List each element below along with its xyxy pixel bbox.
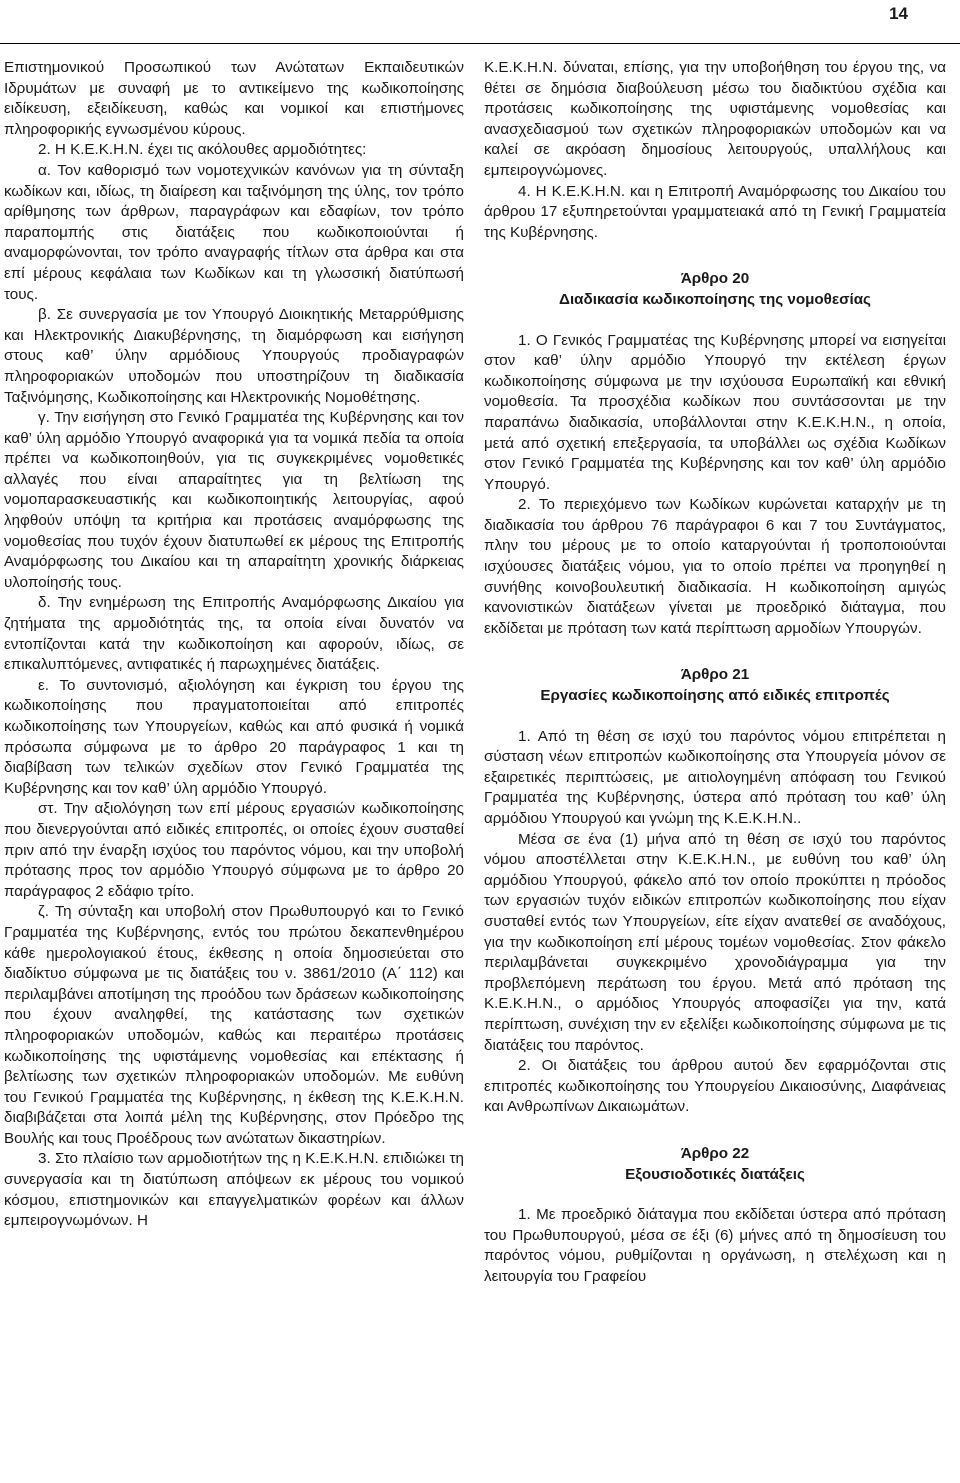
article-21-paragraph-1: 1. Από τη θέση σε ισχύ του παρόντος νόμου επιτρέπεται η σύσταση νέων επιτροπών κωδικοποίησης στα Υπουργεία μόνον σε εξαιρετικές περιπτώσεις, με αιτιολογημένη απόφαση του Γενικού Γραμματέα της Κυβέρνησης, ύστερα από πρόταση του καθ’ ύλη αρμόδιου Υπουργού και γνώμη της Κ.Ε.Κ.Η.Ν.. bbox=[484, 727, 946, 827]
article-22-title: Άρθρο 22 bbox=[680, 1144, 750, 1162]
header-divider bbox=[0, 43, 960, 44]
paragraph-2z: ζ. Τη σύνταξη και υποβολή στον Πρωθυπουργό και το Γενικό Γραμματέα της Κυβέρνησης, εντός του πρώτου δεκαπενθημέρου κάθε ημερολογιακού έτους, έκθεσης η οποία δημοσιεύεται στο διαδίκτυο σύμφωνα με τις διατάξεις του ν. 3861/2010 (Α΄ 112) και περιλαμβάνει αποτίμηση της προόδου των δράσεων κωδικοποίησης που έχουν αναληφθεί, της κατάστασης των σχετικών πληροφοριακών υποδομών, καθώς και περαιτέρω προτάσεις κωδικοποίησης της υφιστάμενης νομοθεσίας και επέκτασης ή βελτίωσης των σχετικών πληροφοριακών υποδομών. Με ευθύνη του Γενικού Γραμματέα της Κυβέρνησης, η έκθεση της Κ.Ε.Κ.Η.Ν. διαβιβάζεται στα λοιπά μέλη της Κυβέρνησης, στον Πρόεδρο της Βουλής και τους Προέδρους των ανώτατων δικαστηρίων. bbox=[4, 903, 464, 1147]
paragraph-3: 3. Στο πλαίσιο των αρμοδιοτήτων της η Κ.Ε.Κ.Η.Ν. επιδιώκει τη συνεργασία και τη διατύπωση απόψεων εκ μέρους του νομικού κόσμου, επιστημονικών και επαγγελματικών φορέων και άλλων εμπειρογνωμόνων. Η bbox=[4, 1150, 464, 1230]
paragraph-2c: γ. Την εισήγηση στο Γενικό Γραμματέα της Κυβέρνησης και τον καθ’ ύλη αρμόδιο Υπουργό αναφορικά για τα νομικά πεδία τα οποία πρέπει να κωδικοποιηθούν, για τις συγκεκριμένες νομοθετικές αλλαγές που είναι απαραίτητες για τη βελτίωση της νομοπαρασκευαστικής και κωδικοποιητικής λειτουργίας, αφού ληφθούν υπόψη τα κριτήρια και προτάσεις αναμόρφωσης της νομοθεσίας που τυχόν έχουν διατυπωθεί εκ μέρους της Επιτροπής Αναμόρφωσης του Δικαίου και τη απαραίτητη χρονικής διάρκειας υλοποίησής τους. bbox=[4, 409, 464, 591]
article-20-subtitle: Διαδικασία κωδικοποίησης της νομοθεσίας bbox=[559, 290, 871, 308]
continuation-paragraph: Επιστημονικού Προσωπικού των Ανώτατων Εκπαιδευτικών Ιδρυμάτων με συναφή με το αντικείμενο της κωδικοποίησης ειδίκευση, εξειδίκευση, καθώς και νομικοί και επιστήμονες πληροφορικής εγνωσμένου κύρους. bbox=[4, 59, 464, 138]
article-20-paragraph-1: 1. Ο Γενικός Γραμματέας της Κυβέρνησης μπορεί να εισηγείται στον καθ’ ύλην αρμόδιο Υπουργό την εκτέλεση έργων κωδικοποίησης σύμφωνα με την ισχύουσα Ευρωπαϊκή και εθνική νομοθεσία. Τα προσχέδια κωδίκων που συντάσσονται με την παραπάνω διαδικασία, υποβάλλονται στην Κ.Ε.Κ.Η.Ν., η οποία, μετά από σχετική επεξεργασία, τα υποβάλλει ως σχέδια Κωδίκων στον Γενικό Γραμματέα της Κυβέρνησης και τον καθ’ ύλη αρμόδιο Υπουργό. bbox=[484, 331, 946, 493]
article-22-paragraph-1: 1. Με προεδρικό διάταγμα που εκδίδεται ύστερα από πρόταση του Πρωθυπουργού, μέσα σε έξι (6) μήνες από τη δημοσίευση του παρόντος νόμου, ρυθμίζονται η οργάνωση, η στελέχωση και η λειτουργία του Γραφείου bbox=[484, 1206, 946, 1285]
paragraph-4: 4. Η Κ.Ε.Κ.Η.Ν. και η Επιτροπή Αναμόρφωσης του Δικαίου του άρθρου 17 εξυπηρετούνται γραμματειακά από τη Γενική Γραμματεία της Κυβέρνησης. bbox=[484, 182, 946, 241]
paragraph-2d: δ. Την ενημέρωση της Επιτροπής Αναμόρφωσης Δικαίου για ζητήματα της αρμοδιότητάς της, τα οποία είναι δυνατόν να εντοπίζονται κατά την κωδικοποίηση και αφορούν, ιδίως, σε επικαλυπτόμενες, αντιφατικές ή παρωχημένες διατάξεις. bbox=[4, 594, 464, 674]
article-22-subtitle: Εξουσιοδοτικές διατάξεις bbox=[625, 1165, 805, 1183]
paragraph-2-intro: 2. Η Κ.Ε.Κ.Η.Ν. έχει τις ακόλουθες αρμοδιότητες: bbox=[38, 141, 367, 159]
page-number: 14 bbox=[889, 4, 908, 23]
paragraph-2st: στ. Την αξιολόγηση των επί μέρους εργασιών κωδικοποίησης που διενεργούνται από ειδικές επιτροπές, οι οποίες έχουν συσταθεί πριν από την έναρξη ισχύος του παρόντος νόμου, και την υποβολή πρότασης προς τον αρμόδιο Υπουργό σύμφωνα με το άρθρο 20 παράγραφος 2 εδάφιο τρίτο. bbox=[4, 800, 464, 900]
left-column bbox=[4, 58, 464, 1232]
paragraph-2e: ε. Το συντονισμό, αξιολόγηση και έγκριση του έργου της κωδικοποίησης που πραγματοποιείται από επιτροπές κωδικοποίησης των Υπουργείων, καθώς και από φυσικά ή νομικά πρόσωπα σύμφωνα με το άρθρο 20 παράγραφος 1 και τη διαβίβαση των τελικών σχεδίων στον Γενικό Γραμματέα της Κυβέρνησης και τον καθ’ ύλη αρμόδιο Υπουργό. bbox=[4, 676, 464, 797]
article-21-paragraph-2: 2. Οι διατάξεις του άρθρου αυτού δεν εφαρμόζονται στις επιτροπές κωδικοποίησης του Υπουργείου Δικαιοσύνης, Διαφάνειας και Ανθρωπίνων Δικαιωμάτων. bbox=[484, 1057, 946, 1116]
paragraph-2b: β. Σε συνεργασία με τον Υπουργό Διοικητικής Μεταρρύθμισης και Ηλεκτρονικής Διακυβέρνησης, τη διαμόρφωση και εισήγηση στους καθ’ ύλην αρμόδιους Υπουργούς προδιαγραφών πληροφοριακών υποδομών που υποστηρίζουν τη διαδικασία Ταξινόμησης, Κωδικοποίησης και Ηλεκτρονικής Νομοθέτησης. bbox=[4, 306, 464, 406]
right-column bbox=[484, 58, 946, 1287]
paragraph-2a: α. Τον καθορισμό των νομοτεχνικών κανόνων για τη σύνταξη κωδίκων και, ιδίως, τη διαίρεση και ταξινόμηση της ύλης, τον τρόπο αρίθμησης των άρθρων, παραγράφων και εδαφίων, τον τρόπο παραπομπής στις διατάξεις που κωδικοποιούνται ή αναμορφώνονται, τον τρόπο αναγραφής τίτλων στα άρθρα και στα επί μέρους κεφάλαια των Κωδίκων και τη γλωσσική διατύπωσή τους. bbox=[4, 161, 464, 303]
page-header bbox=[0, 0, 960, 44]
continuation-paragraph: Κ.Ε.Κ.Η.Ν. δύναται, επίσης, για την υποβοήθηση του έργου της, να θέτει σε δημόσια διαβούλευση μέσω του διαδικτύου σχέδια και προτάσεις κωδικοποίησης της υφιστάμενης νομοθεσίας και ανασχεδιασμού των σχετικών πληροφοριακών υποδομών και να καλεί σε ακρόαση δημοσίους λειτουργούς, υπαλλήλους και εμπειρογνώμονες. bbox=[484, 59, 946, 179]
article-21-paragraph-1b: Μέσα σε ένα (1) μήνα από τη θέση σε ισχύ του παρόντος νόμου αποστέλλεται στην Κ.Ε.Κ.Η.Ν., με ευθύνη του καθ’ ύλη αρμόδιου Υπουργού, φάκελο από τον οποίο προκύπτει η πρόοδος των εργασιών τυχόν ειδικών επιτροπών κωδικοποίησης που είχαν συσταθεί εντός των Υπουργείων, είτε είχαν ανατεθεί σε αναδόχους, για την κωδικοποίηση επί μέρους τομέων νομοθεσίας. Στον φάκελο περιλαμβάνεται συγκεκριμένο χρονοδιάγραμμα για την προβλεπόμενη περάτωση του έργου. Μετά από πρόταση της Κ.Ε.Κ.Η.Ν., ο αρμόδιος Υπουργός αποφασίζει για την, κατά περίπτωση, συνέχιση την εν εξελίξει κωδικοποίησης σύμφωνα με τις διατάξεις του παρόντος. bbox=[484, 830, 946, 1054]
article-21-title: Άρθρο 21 bbox=[680, 666, 750, 684]
article-20-title: Άρθρο 20 bbox=[680, 270, 750, 288]
article-20-paragraph-2: 2. Το περιεχόμενο των Κωδίκων κυρώνεται καταρχήν με τη διαδικασία του άρθρου 76 παράγραφοι 6 και 7 του Συντάγματος, πλην του μέρους με το οποίο καταργούνται ή τροποποιούνται ισχύουσες διατάξεις νόμου, για το οποίο πρέπει να προηγηθεί η συνήθης κοινοβουλευτική διαδικασία. Η κωδικοποίηση αμιγώς κανονιστικών διατάξεων γίνεται με προεδρικό διάταγμα, που εκδίδεται με πρόταση των κατά περίπτωση αρμοδίων Υπουργών. bbox=[484, 496, 946, 637]
article-21-subtitle: Εργασίες κωδικοποίησης από ειδικές επιτροπές bbox=[540, 687, 890, 705]
